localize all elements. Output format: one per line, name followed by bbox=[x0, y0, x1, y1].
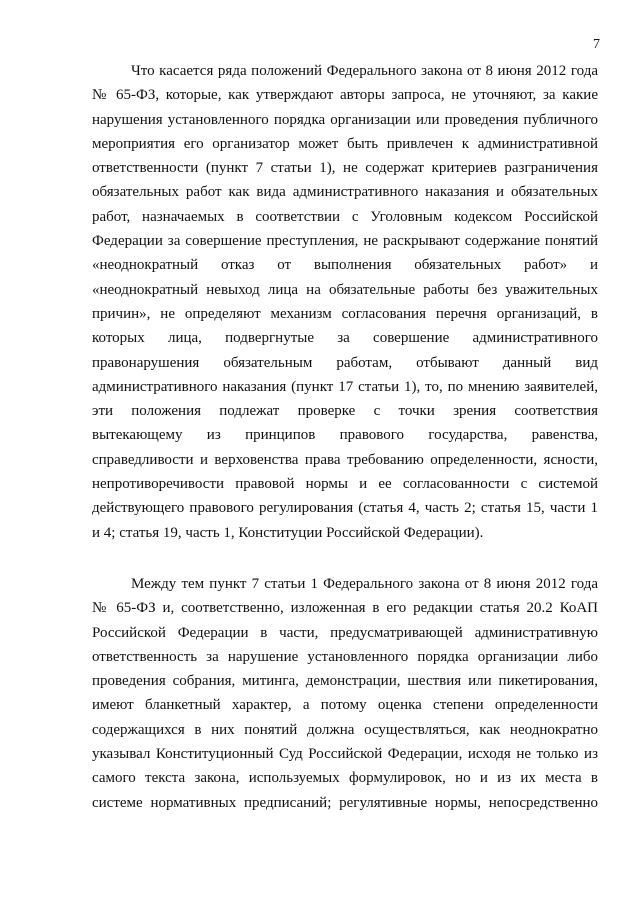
paragraph-line: нарушения установленного порядка организации или проведения публичного bbox=[92, 111, 598, 128]
paragraph-line: ответственности (пункт 7 статьи 1), не содержат критериев разграничения bbox=[92, 160, 598, 177]
paragraph-line: имеют бланкетный характер, а потому оценка степени определенности bbox=[92, 697, 598, 714]
paragraph-line: административного наказания (пункт 17 статьи 1), то, по мнению заявителей, bbox=[92, 378, 598, 395]
paragraph-line: мероприятия его организатор может быть привлечен к административной bbox=[92, 135, 598, 152]
paragraph-line: действующего правового регулирования (статья 4, часть 2; статья 15, части 1 bbox=[92, 500, 598, 517]
paragraph-line: «неоднократный невыход лица на обязательные работы без уважительных bbox=[92, 281, 598, 298]
paragraph-line: правонарушения обязательным работам, отбывают данный вид bbox=[92, 354, 598, 371]
paragraph-line: и 4; статья 19, часть 1, Конституции Российской Федерации). bbox=[92, 524, 484, 541]
paragraph-line: справедливости и верховенства права требованию определенности, ясности, bbox=[92, 451, 598, 468]
paragraph-line: непротиворечивости правовой нормы и ее согласованности с системой bbox=[92, 476, 598, 493]
paragraph-line: ответственность за нарушение установленного порядка организации либо bbox=[92, 648, 598, 665]
paragraph-1 bbox=[92, 59, 598, 545]
paragraph-line: № 65-ФЗ и, соответственно, изложенная в его редакции статья 20.2 КоАП bbox=[92, 600, 598, 617]
paragraph-line: которых лица, подвергнутые за совершение административного bbox=[92, 330, 598, 347]
paragraph-line: Российской Федерации в части, предусматривающей административную bbox=[92, 624, 598, 641]
paragraph-line: Федерации за совершение преступления, не раскрывают содержание понятий bbox=[92, 233, 598, 250]
paragraph-line: содержащихся в них понятий должна осуществляться, как неоднократно bbox=[92, 721, 598, 738]
page-number: 7 bbox=[593, 37, 600, 52]
paragraph-line: самого текста закона, используемых формулировок, но и из их места в bbox=[92, 770, 598, 787]
paragraph-line: Между тем пункт 7 статьи 1 Федерального закона от 8 июня 2012 года bbox=[131, 576, 598, 592]
paragraph-line: проведения собрания, митинга, демонстрации, шествия или пикетирования, bbox=[92, 673, 598, 690]
paragraph-line: системе нормативных предписаний; регулятивные нормы, непосредственно bbox=[92, 794, 598, 811]
paragraph-line: эти положения подлежат проверке с точки зрения соответствия bbox=[92, 403, 598, 420]
paragraph-line: работ, назначаемых в соответствии с Уголовным кодексом Российской bbox=[92, 208, 598, 225]
paragraph-line: вытекающему из принципов правового государства, равенства, bbox=[92, 427, 598, 444]
paragraph-line: № 65-ФЗ, которые, как утверждают авторы запроса, не уточняют, за какие bbox=[92, 87, 598, 104]
paragraph-line: указывал Конституционный Суд Российской Федерации, исходя не только из bbox=[92, 746, 598, 763]
paragraph-2 bbox=[92, 572, 598, 815]
paragraph-line: «неоднократный отказ от выполнения обязательных работ» и bbox=[92, 257, 598, 274]
paragraph-line: причин», не определяют механизм согласования перечня организаций, в bbox=[92, 305, 598, 322]
paragraph-line: обязательных работ как вида административного наказания и обязательных bbox=[92, 184, 598, 201]
paragraph-line: Что касается ряда положений Федерального закона от 8 июня 2012 года bbox=[131, 63, 598, 79]
